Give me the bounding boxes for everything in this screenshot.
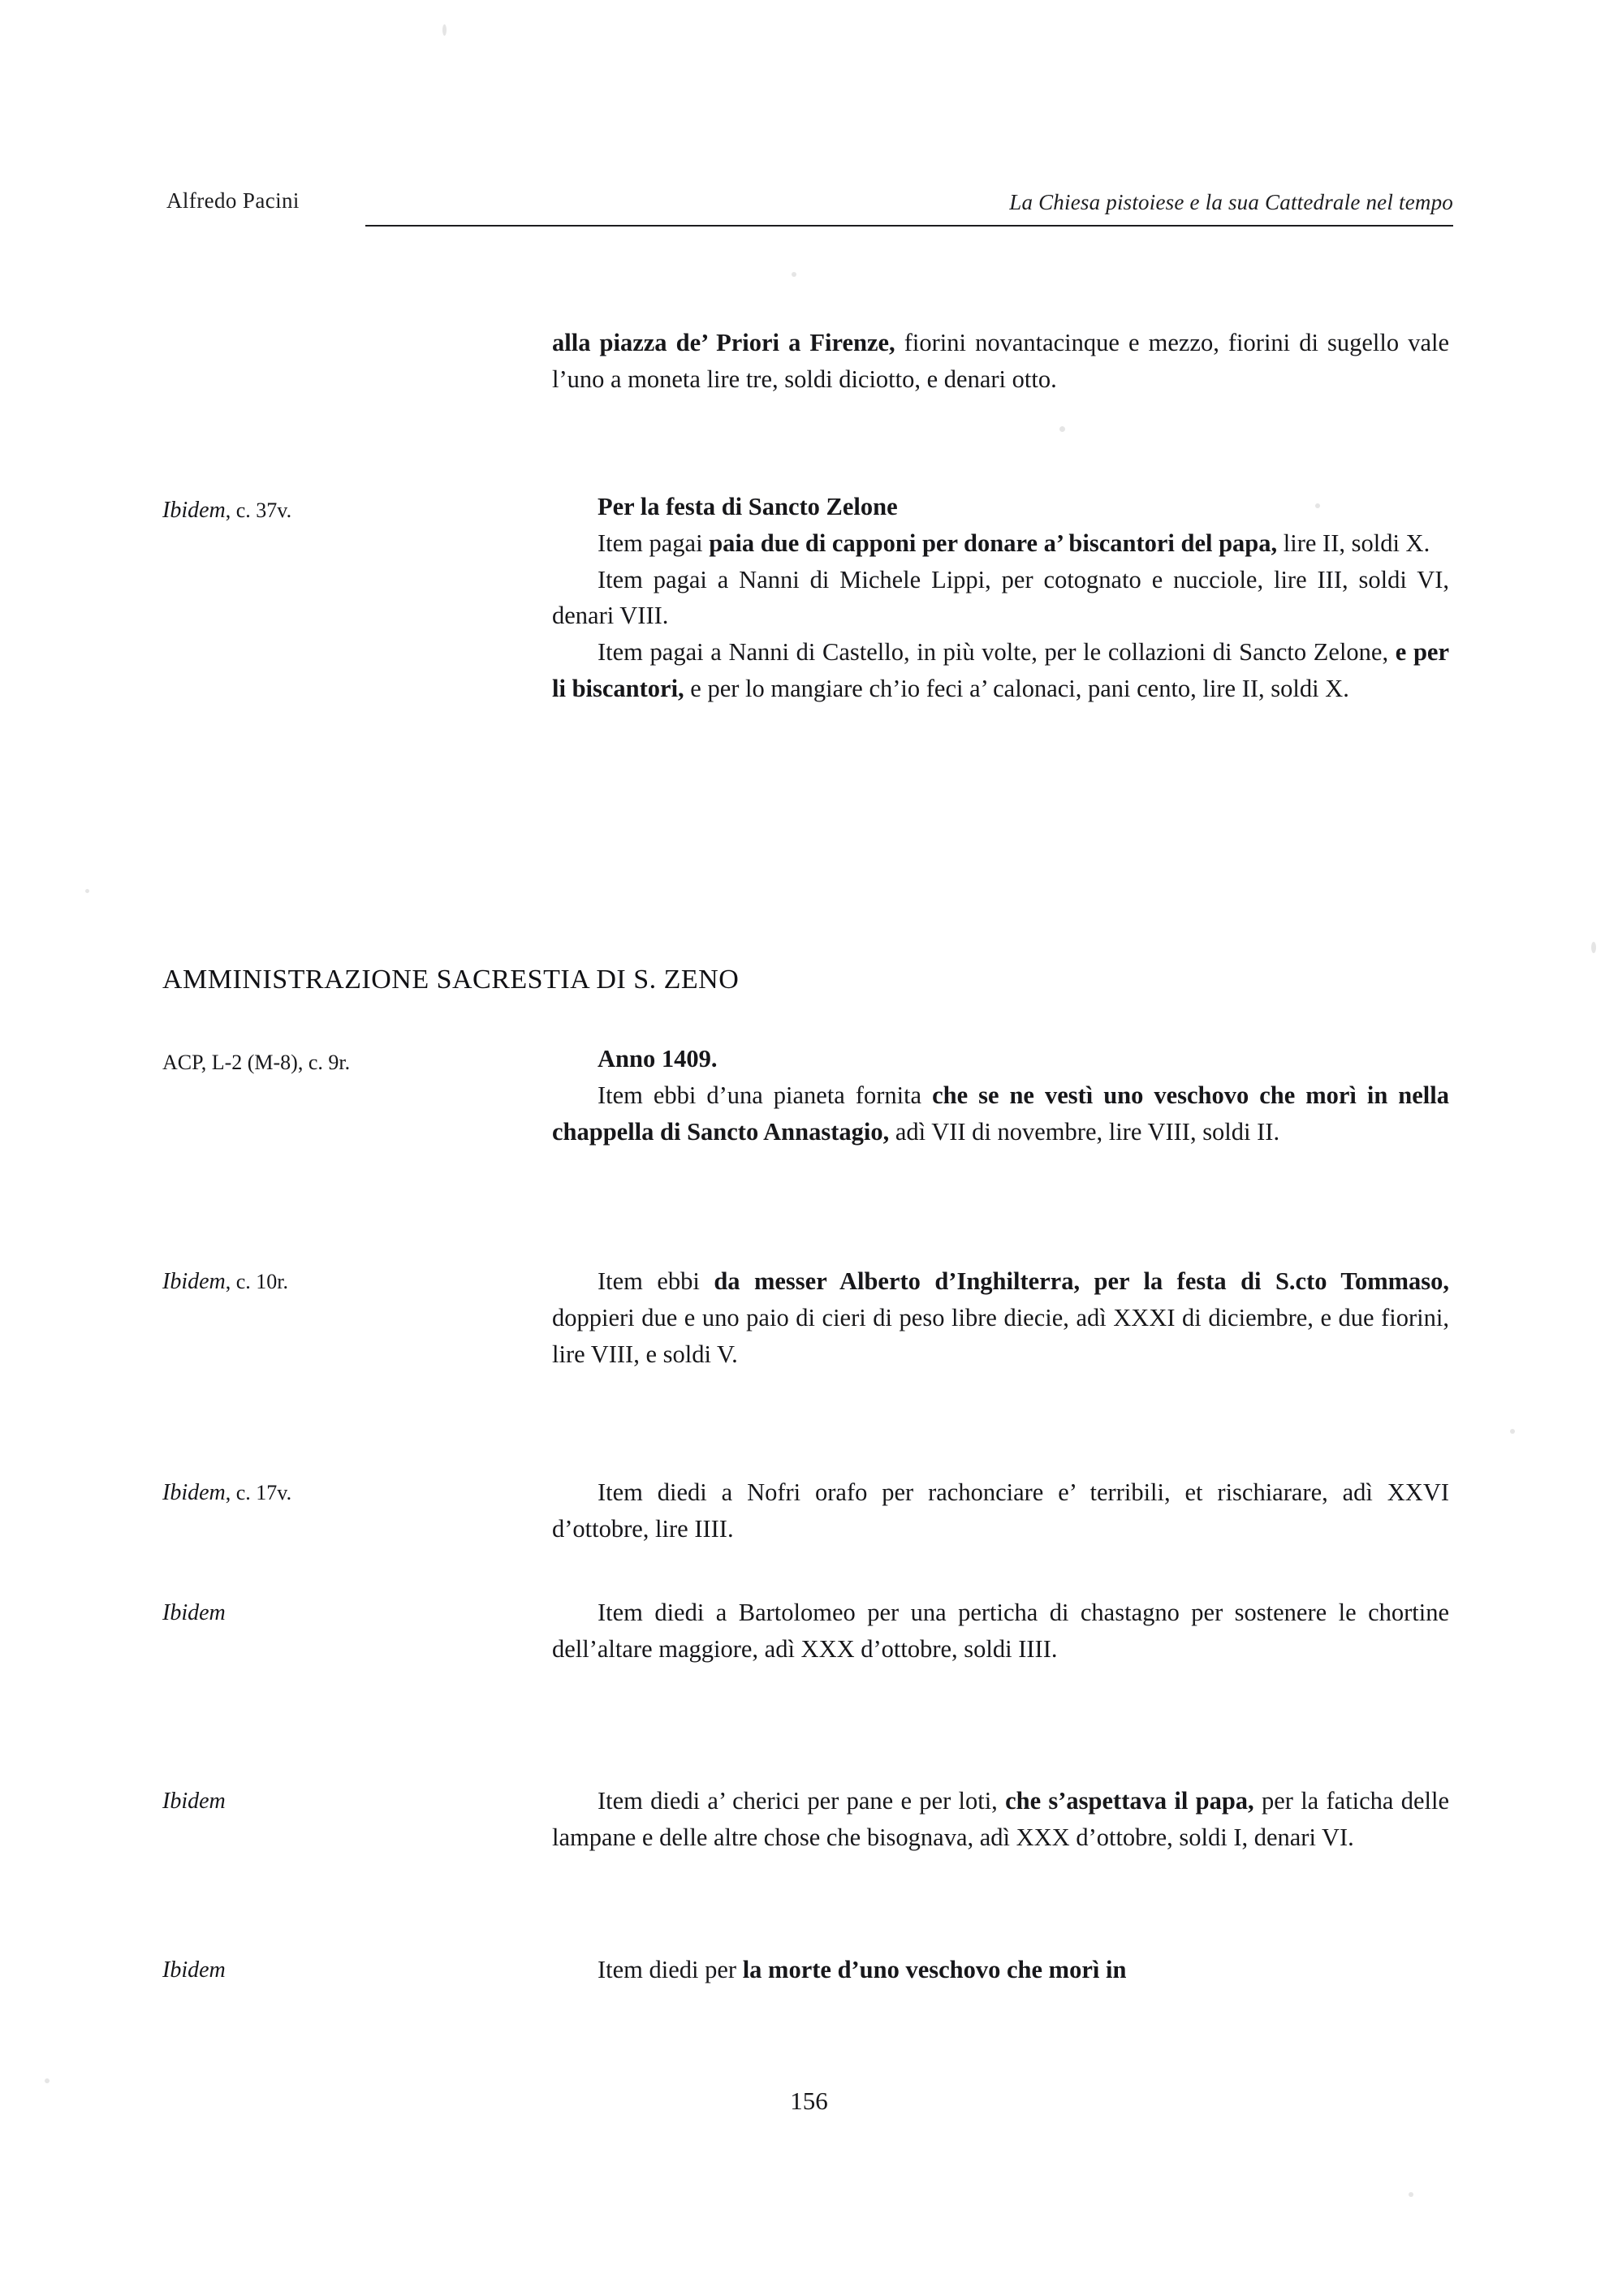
entry-4-margin-note-italic: Ibidem — [162, 1480, 226, 1505]
entry-1-heading: Per la festa di Sancto Zelone — [598, 493, 898, 520]
scan-speckle — [85, 889, 89, 893]
entry-1-text — [552, 489, 1449, 707]
page-number: 156 — [790, 2087, 828, 2115]
entry-5-text — [552, 1595, 1449, 1668]
entry-7-margin-note-italic: Ibidem — [162, 1957, 226, 1983]
scan-speckle — [1591, 942, 1596, 953]
entry-2-margin-note-rest: ACP, L-2 (M-8), c. 9r. — [162, 1051, 351, 1074]
entry-7-margin-note — [162, 1955, 430, 1986]
entry-2-heading: Anno 1409. — [598, 1045, 718, 1072]
entry-2-paragraph-0: Item ebbi d’una pianeta fornita che se ne vestì uno veschovo che morì in nella chappella di Sancto Annastagio, adì VII di novembre, lire VIII, soldi II. — [552, 1081, 1449, 1146]
entry-2-margin-note — [162, 1047, 430, 1078]
entry-6-paragraph-0: Item diedi a’ cherici per pane e per loti, che s’aspettava il papa, per la faticha delle lampane e delle altre chose che bisognava, adì XXX d’ottobre, soldi I, denari VI. — [552, 1787, 1449, 1851]
scan-speckle — [45, 2078, 50, 2083]
entry-0-paragraph-0: alla piazza de’ Priori a Firenze, fiorini novantacinque e mezzo, fiorini di sugello vale l’uno a moneta lire tre, soldi diciotto, e denari otto. — [552, 329, 1449, 393]
entry-5-margin-note-italic: Ibidem — [162, 1600, 226, 1625]
entry-3-text — [552, 1263, 1449, 1372]
entry-1-paragraph-2: Item pagai a Nanni di Castello, in più volte, per le collazioni di Sancto Zelone, e per li biscantori, e per lo mangiare ch’io feci a’ calonaci, pani cento, lire II, soldi X. — [552, 638, 1449, 703]
entry-7-paragraph-0: Item diedi per la morte d’uno veschovo che morì in — [598, 1956, 1127, 1983]
entry-4-margin-note — [162, 1478, 430, 1508]
entry-0-text — [552, 325, 1449, 398]
scan-speckle — [1409, 2192, 1413, 2197]
section-heading: AMMINISTRAZIONE SACRESTIA DI S. ZENO — [162, 965, 740, 995]
entry-6-text — [552, 1783, 1449, 1856]
entry-5-margin-note — [162, 1598, 430, 1629]
entry-1-margin-note — [162, 495, 430, 526]
running-head-title: La Chiesa pistoiese e la sua Cattedrale nel tempo — [1009, 190, 1453, 214]
entry-3-margin-note-rest: , c. 10r. — [225, 1270, 289, 1293]
entry-6-margin-note — [162, 1786, 430, 1817]
entry-4-paragraph-0: Item diedi a Nofri orafo per rachonciare e’ terribili, et rischiarare, adì XXVI d’ottobre, lire IIII. — [552, 1478, 1449, 1543]
scan-speckle — [1059, 426, 1065, 432]
scan-speckle — [1315, 503, 1320, 508]
running-head — [166, 180, 1453, 229]
entry-6-margin-note-italic: Ibidem — [162, 1789, 226, 1814]
entry-3-paragraph-0: Item ebbi da messer Alberto d’Inghilterra, per la festa di S.cto Tommaso, doppieri due e uno paio di cieri di peso libre diecie, adì XXXI di diciembre, e due fiorini, lire VIII, e soldi V. — [552, 1267, 1450, 1368]
entry-1-margin-note-italic: Ibidem — [162, 498, 226, 523]
entry-5-paragraph-0: Item diedi a Bartolomeo per una perticha di chastagno per sostenere le chortine dell’altare maggiore, adì XXX d’ottobre, soldi IIII. — [552, 1599, 1449, 1663]
entry-3-margin-note-italic: Ibidem — [162, 1269, 226, 1294]
running-head-author: Alfredo Pacini — [166, 188, 300, 213]
entry-1-paragraph-1: Item pagai a Nanni di Michele Lippi, per cotognato e nucciole, lire III, soldi VI, denari VIII. — [552, 565, 1449, 630]
entry-1-margin-note-rest: , c. 37v. — [225, 498, 292, 522]
scan-speckle — [1510, 1429, 1515, 1434]
running-head-rule — [365, 225, 1453, 227]
entry-3-margin-note — [162, 1267, 430, 1297]
entry-7-text — [552, 1952, 1449, 1988]
entry-1-paragraph-0: Item pagai paia due di capponi per donare a’ biscantori del papa, lire II, soldi X. — [598, 529, 1430, 557]
entry-2-text — [552, 1041, 1449, 1150]
entry-4-margin-note-rest: , c. 17v. — [225, 1481, 292, 1504]
scan-speckle — [442, 24, 447, 36]
scan-speckle — [792, 272, 796, 277]
entry-4-text — [552, 1474, 1449, 1547]
